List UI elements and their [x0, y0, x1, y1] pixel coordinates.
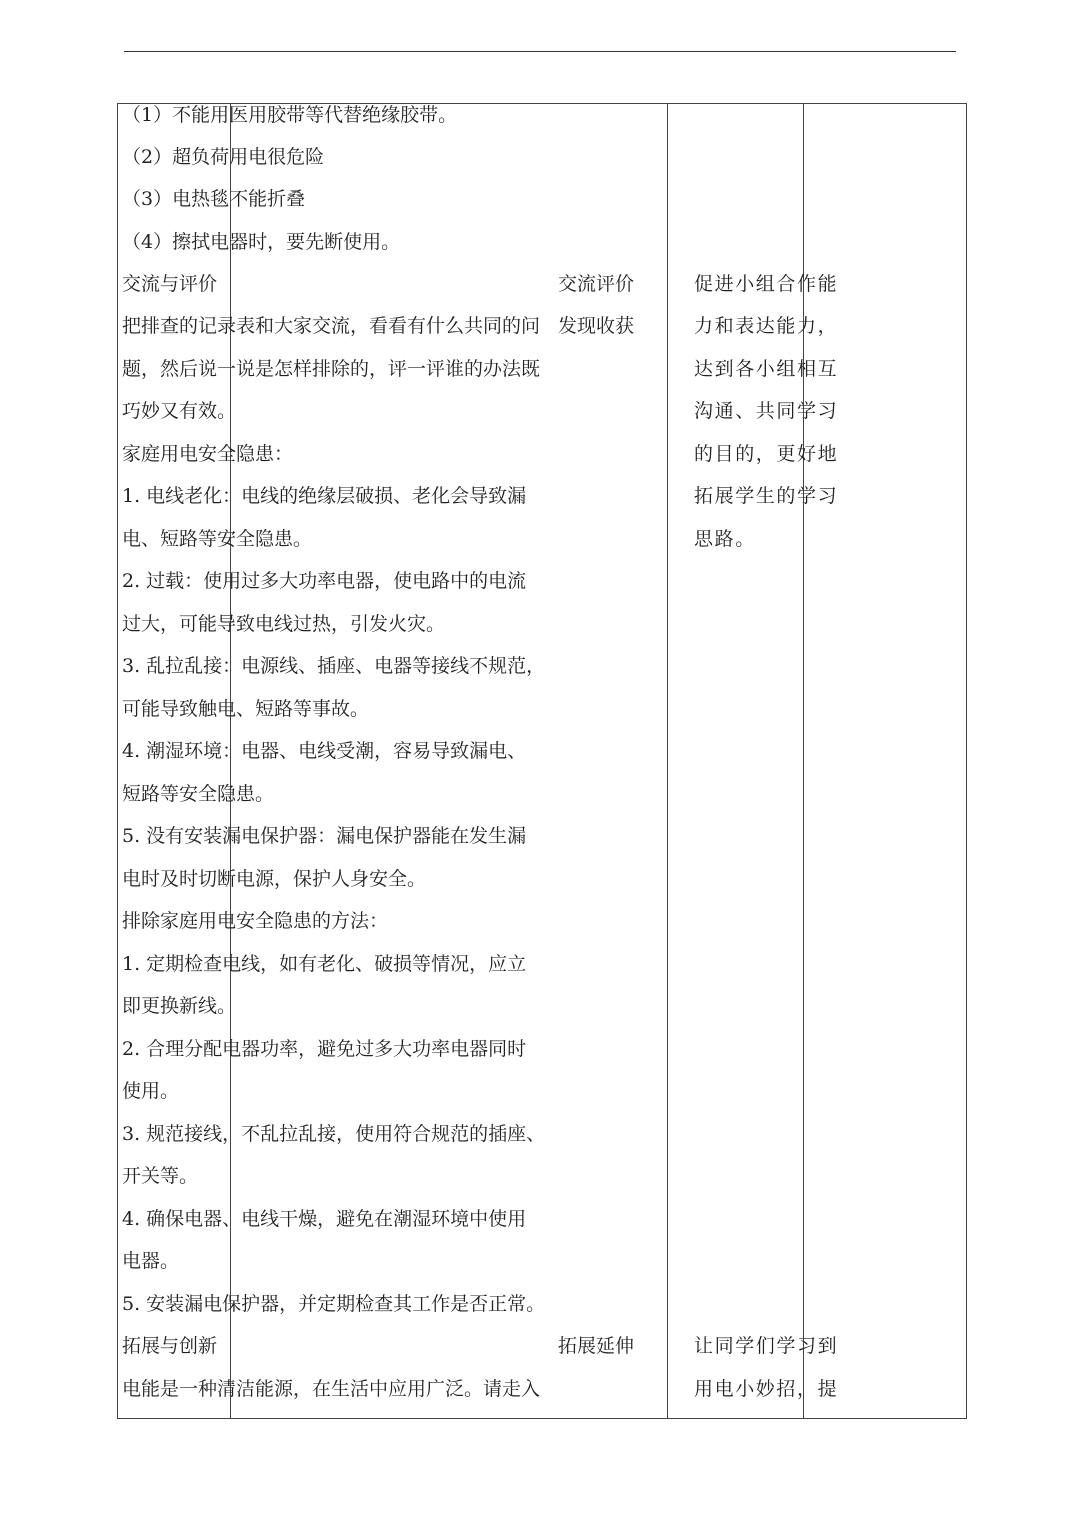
intent-line: 思路。	[694, 528, 756, 550]
activity-line: 4. 潮湿环境：电器、电线受潮，容易导致漏电、	[122, 740, 527, 762]
activity-line: 家庭用电安全隐患：	[122, 443, 294, 465]
activity-line: （3）电热毯不能折叠	[122, 188, 306, 210]
activity-line: 短路等安全隐患。	[122, 783, 275, 805]
activity-line: 拓展与创新	[122, 1335, 218, 1357]
activity-line: （2）超负荷用电很危险	[122, 146, 325, 168]
activity-line: 电能是一种清洁能源，在生活中应用广泛。请走入	[122, 1378, 541, 1400]
activity-line: 即更换新线。	[122, 995, 237, 1017]
activity-line: 开关等。	[122, 1165, 199, 1187]
intent-line: 让同学们学习到	[694, 1335, 839, 1357]
intent-line: 力和表达能力，	[694, 315, 839, 337]
activity-line: 可能导致触电、短路等事故。	[122, 698, 370, 720]
intent-line: 沟通、共同学习	[694, 400, 839, 422]
activity-line: 1. 定期检查电线，如有老化、破损等情况，应立	[122, 953, 527, 975]
lesson-plan-table	[117, 103, 967, 1419]
guidance-line: 交流评价	[558, 273, 635, 295]
guidance-column-cell	[668, 104, 804, 1419]
intent-line: 拓展学生的学习	[694, 485, 839, 507]
activity-column-cell	[231, 104, 668, 1419]
intent-line: 的目的，更好地	[694, 443, 839, 465]
activity-line: 电、短路等安全隐患。	[122, 528, 313, 550]
intent-line: 促进小组合作能	[694, 273, 839, 295]
activity-line: 5. 没有安装漏电保护器：漏电保护器能在发生漏	[122, 825, 527, 847]
activity-line: 交流与评价	[122, 273, 218, 295]
header-rule	[124, 51, 956, 52]
activity-line: 2. 合理分配电器功率，避免过多大功率电器同时	[122, 1038, 527, 1060]
activity-line: 电时及时切断电源，保护人身安全。	[122, 868, 427, 890]
activity-line: 5. 安装漏电保护器，并定期检查其工作是否正常。	[122, 1293, 546, 1315]
guidance-line: 拓展延伸	[558, 1335, 635, 1357]
activity-line: 电器。	[122, 1250, 180, 1272]
activity-line: 3. 乱拉乱接：电源线、插座、电器等接线不规范，	[122, 655, 546, 677]
activity-line: 排除家庭用电安全隐患的方法：	[122, 910, 389, 932]
activity-line: （4）擦拭电器时，要先断使用。	[122, 231, 401, 253]
activity-line: 1. 电线老化：电线的绝缘层破损、老化会导致漏	[122, 485, 527, 507]
activity-line: 把排查的记录表和大家交流，看看有什么共同的问	[122, 315, 541, 337]
activity-line: 巧妙又有效。	[122, 400, 237, 422]
intent-line: 用电小妙招，提	[694, 1378, 839, 1400]
activity-line: 使用。	[122, 1080, 180, 1102]
activity-line: 过大，可能导致电线过热，引发火灾。	[122, 613, 446, 635]
activity-line: 2. 过载：使用过多大功率电器，使电路中的电流	[122, 570, 527, 592]
activity-line: 3. 规范接线，不乱拉乱接，使用符合规范的插座、	[122, 1123, 546, 1145]
intent-column-cell	[804, 104, 967, 1419]
activity-line: 4. 确保电器、电线干燥，避免在潮湿环境中使用	[122, 1208, 527, 1230]
stage-column-cell	[118, 104, 231, 1419]
activity-line: （1）不能用医用胶带等代替绝缘胶带。	[122, 104, 458, 126]
intent-line: 达到各小组相互	[694, 358, 839, 380]
activity-line: 题，然后说一说是怎样排除的，评一评谁的办法既	[122, 358, 541, 380]
guidance-line: 发现收获	[558, 315, 635, 337]
